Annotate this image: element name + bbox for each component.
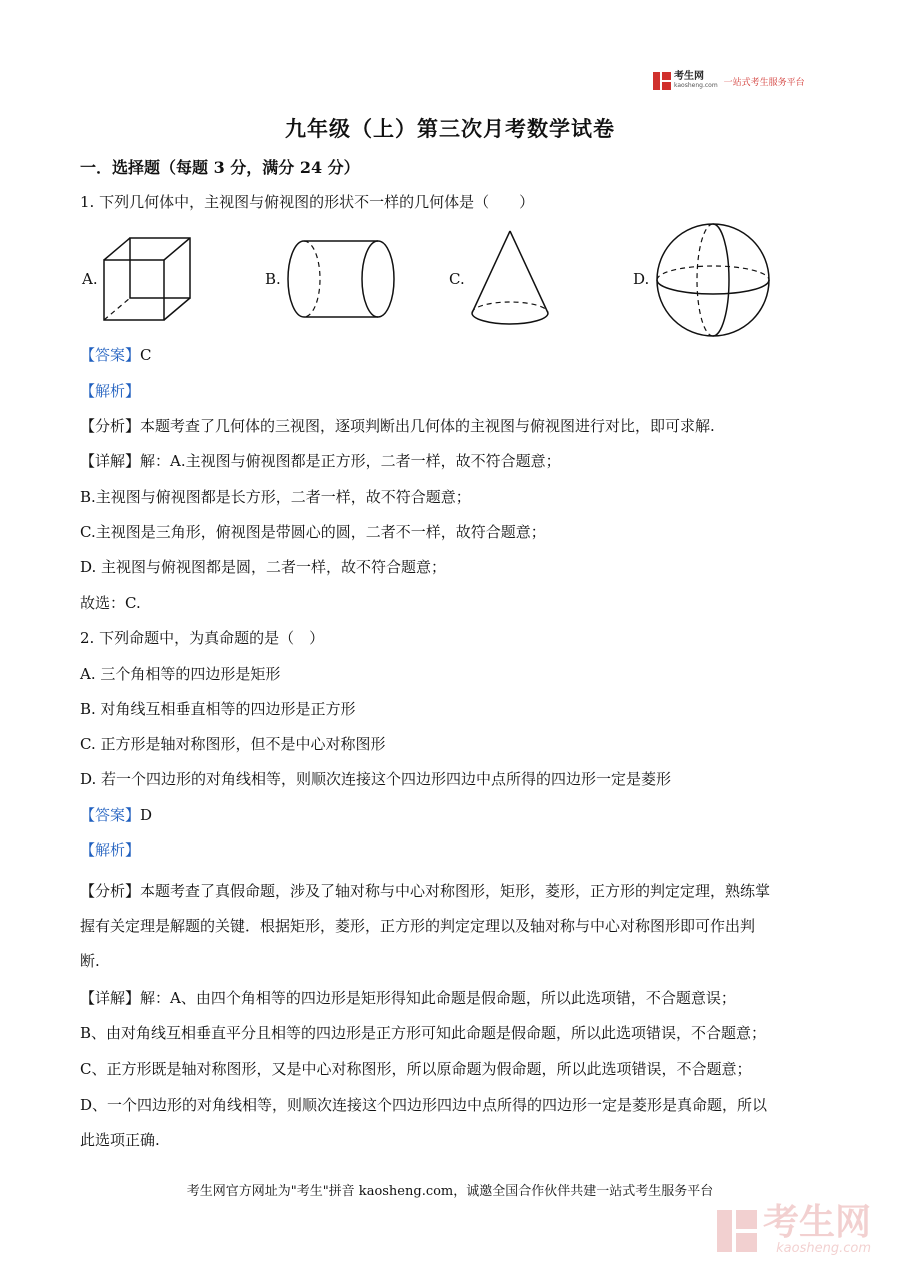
page-footer: 考生网官方网址为"考生"拼音 kaosheng.com，诚邀全国合作伙伴共建一站式考生服务平台 [186,1184,714,1199]
q2-analysis-line: 【分析】本题考查了真假命题，涉及了轴对称与中心对称图形，矩形，菱形，正方形的判定定理，熟练掌 [80,882,771,900]
q2-analysis-line: 握有关定理是解题的关键．根据矩形，菱形，正方形的判定定理以及轴对称与中心对称图形即可作出判 [80,917,756,935]
section-heading: 一．选择题（每题 3 分，满分 24 分） [80,158,360,177]
watermark-name: 考生网 [763,1202,872,1243]
q2-option: A. 三个角相等的四边形是矩形 [80,665,281,683]
logo-slogan: 一站式考生服务平台 [723,77,805,88]
q1-analysis-line: C.主视图是三角形，俯视图是带圆心的圆，二者不一样，故符合题意； [80,523,546,541]
cone-figure [470,229,550,327]
header-logo [653,72,805,90]
cylinder-figure [286,239,398,319]
q2-analysis-line: B、由对角线互相垂直平分且相等的四边形是正方形可知此命题是假命题，所以此选项错误，不合题意； [80,1024,767,1042]
q2-analysis-line: 断. [80,952,100,970]
watermark [717,1202,872,1256]
kaosheng-logo-icon [653,72,671,90]
q2-analysis-line: 【详解】解：A、由四个角相等的四边形是矩形得知此命题是假命题，所以此选项错，不合题意误； [80,989,736,1007]
q2-analysis-line: D、一个四边形的对角线相等，则顺次连接这个四边形四边中点所得的四边形一定是菱形是真命题，所以 [80,1096,768,1114]
q1-analysis-tag: 【解析】 [80,382,141,400]
q2-analysis-tag: 【解析】 [80,841,141,859]
q1-analysis-line: D. 主视图与俯视图都是圆，二者一样，故不符合题意； [80,558,447,576]
q1-analysis-line: 【分析】本题考查了几何体的三视图，逐项判断出几何体的主视图与俯视图进行对比，即可求解. [80,417,715,435]
q2-option: D. 若一个四边形的对角线相等，则顺次连接这个四边形四边中点所得的四边形一定是菱形 [80,770,672,788]
q2-option: B. 对角线互相垂直相等的四边形是正方形 [80,700,356,718]
logo-url: kaosheng.com [674,82,718,89]
answer-value: D [140,806,153,824]
q1-option-c-label: C. [449,270,465,288]
q2-analysis-line: 此选项正确. [80,1131,160,1149]
q2-analysis-line: C、正方形既是轴对称图形，又是中心对称图形，所以原命题为假命题，所以此选项错误，不合题意； [80,1060,752,1078]
q1-option-d-label: D. [633,270,650,288]
answer-tag: 【答案】 [80,346,141,364]
logo-name: 考生网 [674,71,704,82]
q1-stem: 1. 下列几何体中，主视图与俯视图的形状不一样的几何体是（ ） [80,193,535,211]
q1-analysis-line: B.主视图与俯视图都是长方形，二者一样，故不符合题意； [80,488,471,506]
cube-figure [102,236,194,322]
logo-text [674,72,718,90]
q1-analysis-line: 【详解】解：A.主视图与俯视图都是正方形，二者一样，故不符合题意； [80,452,561,470]
q2-stem: 2. 下列命题中，为真命题的是（ ） [80,629,325,647]
q1-option-a-label: A. [82,270,98,288]
sphere-figure [655,222,771,338]
q2-option: C. 正方形是轴对称图形，但不是中心对称图形 [80,735,386,753]
q1-option-b-label: B. [265,270,281,288]
q2-answer [80,805,152,825]
watermark-logo-icon [717,1210,757,1252]
answer-tag: 【答案】 [80,806,141,824]
q1-answer [80,345,152,365]
q1-analysis-line: 故选：C. [80,594,141,612]
page-title: 九年级（上）第三次月考数学试卷 [285,116,615,141]
answer-value: C [140,346,152,364]
watermark-url: kaosheng.com [776,1241,872,1256]
